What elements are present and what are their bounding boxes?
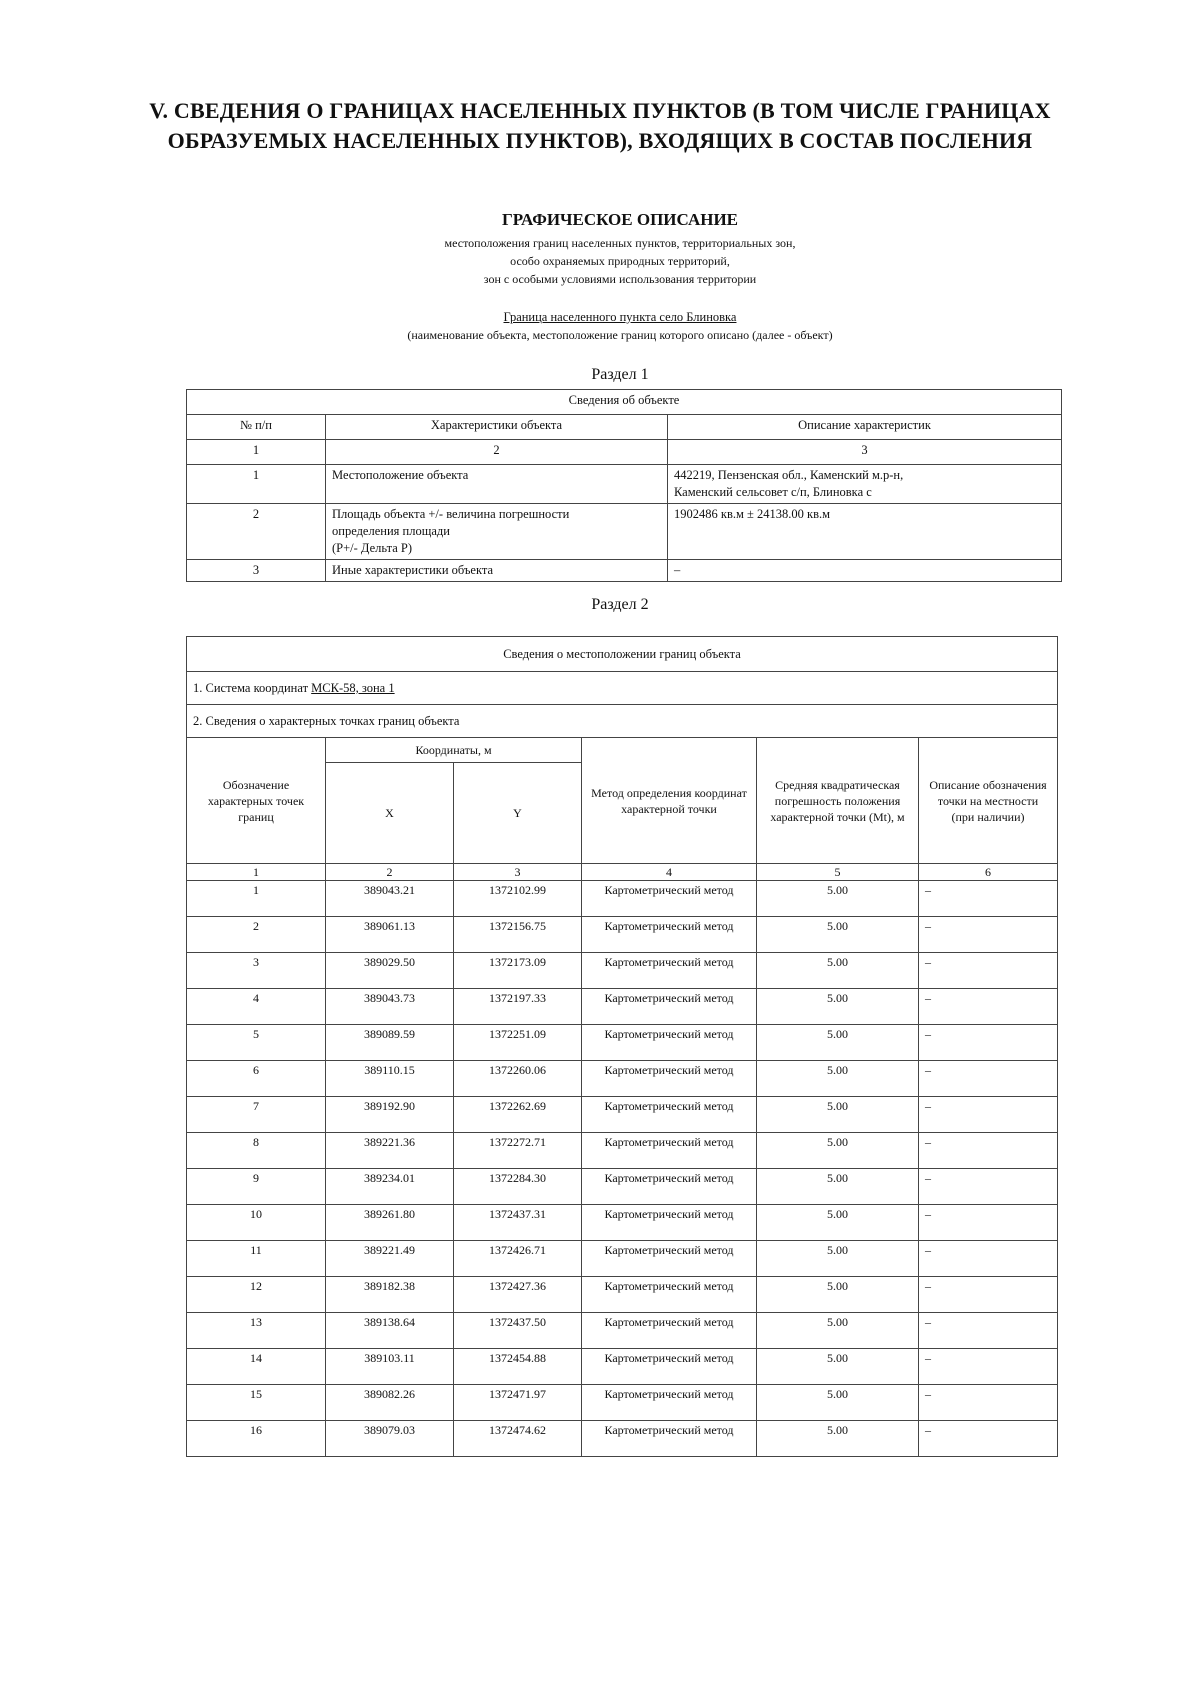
column-header: Характеристики объекта — [326, 415, 668, 440]
characteristic-line: (P+/- Дельта P) — [332, 541, 413, 555]
table-row — [187, 1277, 1058, 1313]
error-cell: 5.00 — [757, 1025, 919, 1061]
x-coordinate-cell: 389221.49 — [326, 1241, 454, 1277]
y-coordinate-cell: 1372260.06 — [454, 1061, 582, 1097]
y-coordinate-cell: 1372474.62 — [454, 1421, 582, 1457]
error-cell: 5.00 — [757, 1061, 919, 1097]
column-header: № п/п — [187, 415, 326, 440]
characteristic-cell: Местоположение объекта — [326, 465, 668, 504]
point-description-cell: – — [919, 1205, 1058, 1241]
x-coordinate-cell: 389029.50 — [326, 953, 454, 989]
error-cell: 5.00 — [757, 1097, 919, 1133]
table-row — [187, 1349, 1058, 1385]
method-cell: Картометрический метод — [582, 1097, 757, 1133]
points-body — [187, 881, 1058, 1457]
error-cell: 5.00 — [757, 1277, 919, 1313]
column-header-method: Метод определения координат характерной точки — [582, 738, 757, 864]
point-description-cell: – — [919, 1133, 1058, 1169]
characteristic-cell — [326, 504, 668, 560]
method-cell: Картометрический метод — [582, 989, 757, 1025]
x-coordinate-cell: 389234.01 — [326, 1169, 454, 1205]
table-row — [187, 1205, 1058, 1241]
x-coordinate-cell: 389043.73 — [326, 989, 454, 1025]
column-number: 4 — [582, 864, 757, 881]
method-cell: Картометрический метод — [582, 1025, 757, 1061]
description-line: 442219, Пензенская обл., Каменский м.р-н, — [674, 468, 904, 482]
point-number-cell: 4 — [187, 989, 326, 1025]
x-coordinate-cell: 389138.64 — [326, 1313, 454, 1349]
row-number: 1 — [187, 465, 326, 504]
error-cell: 5.00 — [757, 1241, 919, 1277]
x-coordinate-cell: 389043.21 — [326, 881, 454, 917]
error-cell: 5.00 — [757, 917, 919, 953]
table-row — [187, 881, 1058, 917]
y-coordinate-cell: 1372272.71 — [454, 1133, 582, 1169]
error-cell: 5.00 — [757, 1385, 919, 1421]
point-description-cell: – — [919, 1277, 1058, 1313]
subtitle-line: особо охраняемых природных территорий, — [510, 254, 730, 268]
point-number-cell: 8 — [187, 1133, 326, 1169]
y-coordinate-cell: 1372156.75 — [454, 917, 582, 953]
method-cell: Картометрический метод — [582, 1313, 757, 1349]
table-row — [187, 1133, 1058, 1169]
column-number: 5 — [757, 864, 919, 881]
point-number-cell: 5 — [187, 1025, 326, 1061]
y-coordinate-cell: 1372471.97 — [454, 1385, 582, 1421]
column-number: 6 — [919, 864, 1058, 881]
x-coordinate-cell: 389079.03 — [326, 1421, 454, 1457]
error-cell: 5.00 — [757, 953, 919, 989]
y-coordinate-cell: 1372437.50 — [454, 1313, 582, 1349]
point-description-cell: – — [919, 1421, 1058, 1457]
x-coordinate-cell: 389061.13 — [326, 917, 454, 953]
object-note: (наименование объекта, местоположение границ которого описано (далее - объект) — [407, 328, 833, 342]
section-1-label: Раздел 1 — [591, 366, 649, 383]
error-cell: 5.00 — [757, 1349, 919, 1385]
method-cell: Картометрический метод — [582, 953, 757, 989]
point-number-cell: 10 — [187, 1205, 326, 1241]
point-description-cell: – — [919, 917, 1058, 953]
table-row — [187, 1313, 1058, 1349]
description-line: Каменский сельсовет с/п, Блиновка с — [674, 485, 872, 499]
row-number: 3 — [187, 560, 326, 582]
y-coordinate-cell: 1372454.88 — [454, 1349, 582, 1385]
column-number: 3 — [454, 864, 582, 881]
method-cell: Картометрический метод — [582, 1385, 757, 1421]
column-number: 1 — [187, 864, 326, 881]
table-row — [187, 1097, 1058, 1133]
table-row — [187, 1385, 1058, 1421]
column-header-x: X — [326, 763, 454, 864]
point-description-cell: – — [919, 953, 1058, 989]
point-description-cell: – — [919, 881, 1058, 917]
table-row — [187, 1241, 1058, 1277]
method-cell: Картометрический метод — [582, 1349, 757, 1385]
table-row — [187, 560, 1062, 582]
point-description-cell: – — [919, 1025, 1058, 1061]
column-number: 2 — [326, 864, 454, 881]
method-cell: Картометрический метод — [582, 1421, 757, 1457]
y-coordinate-cell: 1372173.09 — [454, 953, 582, 989]
point-number-cell: 6 — [187, 1061, 326, 1097]
table-row — [187, 504, 1062, 560]
x-coordinate-cell: 389182.38 — [326, 1277, 454, 1313]
x-coordinate-cell: 389221.36 — [326, 1133, 454, 1169]
y-coordinate-cell: 1372426.71 — [454, 1241, 582, 1277]
point-description-cell: – — [919, 1313, 1058, 1349]
document-title-line-1: V. СВЕДЕНИЯ О ГРАНИЦАХ НАСЕЛЕННЫХ ПУНКТОВ (В ТОМ ЧИСЛЕ ГРАНИЦАХ — [149, 98, 1051, 123]
description-cell — [668, 465, 1062, 504]
subtitle-line: зон с особыми условиями использования территории — [483, 272, 757, 286]
row-number: 2 — [187, 504, 326, 560]
boundary-table-title: Сведения о местоположении границ объекта — [187, 637, 1058, 672]
column-number: 3 — [668, 440, 1062, 465]
point-description-cell: – — [919, 1385, 1058, 1421]
x-coordinate-cell: 389103.11 — [326, 1349, 454, 1385]
x-coordinate-cell: 389089.59 — [326, 1025, 454, 1061]
column-header-coords: Координаты, м — [326, 738, 582, 763]
coordinate-system — [187, 672, 1058, 705]
table-row — [187, 953, 1058, 989]
error-cell: 5.00 — [757, 1205, 919, 1241]
y-coordinate-cell: 1372284.30 — [454, 1169, 582, 1205]
y-coordinate-cell: 1372102.99 — [454, 881, 582, 917]
point-number-cell: 15 — [187, 1385, 326, 1421]
y-coordinate-cell: 1372262.69 — [454, 1097, 582, 1133]
error-cell: 5.00 — [757, 989, 919, 1025]
error-cell: 5.00 — [757, 1313, 919, 1349]
x-coordinate-cell: 389192.90 — [326, 1097, 454, 1133]
method-cell: Картометрический метод — [582, 1169, 757, 1205]
method-cell: Картометрический метод — [582, 917, 757, 953]
table-row — [187, 1421, 1058, 1457]
column-header-error: Средняя квадратическая погрешность положения характерной точки (Mt), м — [757, 738, 919, 864]
document-title-line-2: ОБРАЗУЕМЫХ НАСЕЛЕННЫХ ПУНКТОВ), ВХОДЯЩИХ В СОСТАВ ПОСЛЕНИЯ — [167, 128, 1033, 153]
error-cell: 5.00 — [757, 881, 919, 917]
point-number-cell: 2 — [187, 917, 326, 953]
y-coordinate-cell: 1372427.36 — [454, 1277, 582, 1313]
point-number-cell: 9 — [187, 1169, 326, 1205]
coordinate-system-value: МСК-58, зона 1 — [311, 681, 395, 695]
y-coordinate-cell: 1372197.33 — [454, 989, 582, 1025]
coordinate-system-prefix: 1. Система координат — [193, 681, 312, 695]
point-number-cell: 1 — [187, 881, 326, 917]
column-number: 1 — [187, 440, 326, 465]
graphic-description-subtitle — [0, 234, 1200, 288]
method-cell: Картометрический метод — [582, 1061, 757, 1097]
document-title — [100, 96, 1100, 156]
table-row — [187, 989, 1058, 1025]
method-cell: Картометрический метод — [582, 1277, 757, 1313]
column-number: 2 — [326, 440, 668, 465]
point-description-cell: – — [919, 1061, 1058, 1097]
point-description-cell: – — [919, 989, 1058, 1025]
x-coordinate-cell: 389261.80 — [326, 1205, 454, 1241]
point-number-cell: 11 — [187, 1241, 326, 1277]
point-description-cell: – — [919, 1097, 1058, 1133]
characteristic-cell: Иные характеристики объекта — [326, 560, 668, 582]
table-row — [187, 1061, 1058, 1097]
characteristic-line: определения площади — [332, 524, 450, 538]
point-description-cell: – — [919, 1241, 1058, 1277]
table-row — [187, 1169, 1058, 1205]
point-description-cell: – — [919, 1169, 1058, 1205]
x-coordinate-cell: 389110.15 — [326, 1061, 454, 1097]
points-info-title: 2. Сведения о характерных точках границ объекта — [187, 705, 1058, 738]
point-number-cell: 7 — [187, 1097, 326, 1133]
boundary-points-table — [186, 636, 1058, 1457]
error-cell: 5.00 — [757, 1133, 919, 1169]
column-header-point: Обозначение характерных точек границ — [187, 738, 326, 864]
point-number-cell: 16 — [187, 1421, 326, 1457]
point-number-cell: 14 — [187, 1349, 326, 1385]
error-cell: 5.00 — [757, 1169, 919, 1205]
column-header: Описание характеристик — [668, 415, 1062, 440]
characteristic-line: Площадь объекта +/- величина погрешности — [332, 507, 570, 521]
method-cell: Картометрический метод — [582, 1241, 757, 1277]
description-cell: 1902486 кв.м ± 24138.00 кв.м — [668, 504, 1062, 560]
graphic-description-title: ГРАФИЧЕСКОЕ ОПИСАНИЕ — [501, 210, 739, 229]
point-number-cell: 12 — [187, 1277, 326, 1313]
point-description-cell: – — [919, 1349, 1058, 1385]
subtitle-line: местоположения границ населенных пунктов, территориальных зон, — [444, 236, 796, 250]
method-cell: Картометрический метод — [582, 1205, 757, 1241]
error-cell: 5.00 — [757, 1421, 919, 1457]
object-info-table-title: Сведения об объекте — [187, 390, 1062, 415]
point-number-cell: 3 — [187, 953, 326, 989]
point-number-cell: 13 — [187, 1313, 326, 1349]
y-coordinate-cell: 1372437.31 — [454, 1205, 582, 1241]
table-row — [187, 917, 1058, 953]
table-row — [187, 465, 1062, 504]
table-row — [187, 1025, 1058, 1061]
object-info-table — [186, 389, 1062, 582]
column-header-description: Описание обозначения точки на местности (при наличии) — [919, 738, 1058, 864]
column-header-y: Y — [454, 763, 582, 864]
section-2-label: Раздел 2 — [591, 596, 649, 613]
method-cell: Картометрический метод — [582, 1133, 757, 1169]
x-coordinate-cell: 389082.26 — [326, 1385, 454, 1421]
object-name: Граница населенного пункта село Блиновка — [503, 310, 737, 324]
y-coordinate-cell: 1372251.09 — [454, 1025, 582, 1061]
method-cell: Картометрический метод — [582, 881, 757, 917]
description-cell: – — [668, 560, 1062, 582]
